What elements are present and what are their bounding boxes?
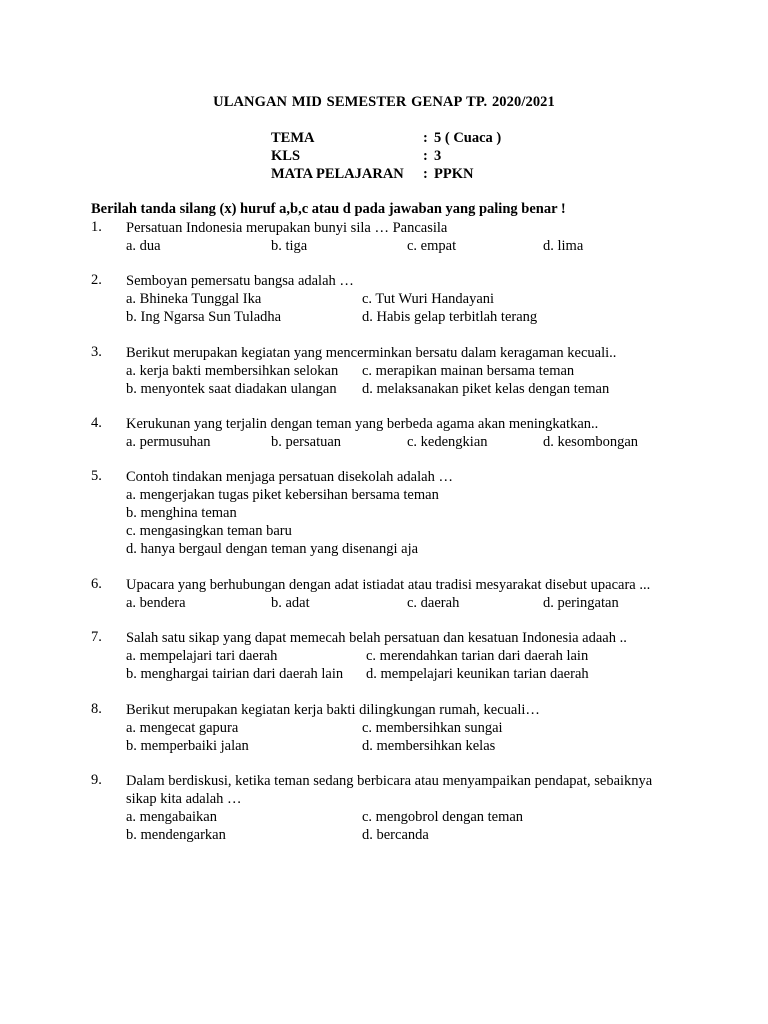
question-text: Dalam berdiskusi, ketika teman sedang berbicara atau menyampaikan pendapat, sebaiknya sikap kita adalah … (126, 773, 653, 807)
option-b: b. menghina teman (126, 505, 237, 521)
question-text: Berikut merupakan kegiatan yang mencerminkan bersatu dalam keragaman kecuali.. (126, 345, 617, 361)
option-b: b. persatuan (271, 434, 342, 450)
question-text: Kerukunan yang terjalin dengan teman yang berbeda agama akan meningkatkan.. (126, 416, 599, 432)
option-b: b. menyontek saat diadakan ulangan (126, 381, 337, 397)
instruction: Berilah tanda silang (x) huruf a,b,c atau d pada jawaban yang paling benar ! (91, 201, 566, 217)
option-d: d. Habis gelap terbitlah terang (362, 309, 538, 325)
meta-value: 3 (434, 148, 442, 164)
meta-separator: : (423, 130, 428, 146)
options-row (126, 290, 686, 308)
option-d: d. hanya bergaul dengan teman yang disenangi aja (126, 541, 419, 557)
option-a: a. mengabaikan (126, 809, 217, 825)
option-a: a. mengecat gapura (126, 720, 239, 736)
question-number: 2. (91, 272, 102, 288)
meta-key: KLS (271, 148, 301, 164)
meta-separator: : (423, 166, 428, 182)
question-text: Salah satu sikap yang dapat memecah belah persatuan dan kesatuan Indonesia adaah .. (126, 630, 627, 646)
page-title: ULANGAN MID SEMESTER GENAP TP. 2020/2021 (213, 94, 555, 110)
option-c: c. mengasingkan teman baru (126, 523, 292, 539)
options-row (126, 826, 686, 844)
question-text: Contoh tindakan menjaga persatuan disekolah adalah … (126, 469, 453, 485)
question-text: Semboyan pemersatu bangsa adalah … (126, 273, 354, 289)
question-number: 7. (91, 629, 102, 645)
meta-row-tema (271, 129, 571, 147)
question-number: 1. (91, 219, 102, 235)
options-row (126, 647, 686, 665)
meta-row-mapel (271, 165, 571, 183)
option-c: c. kedengkian (407, 434, 488, 450)
question-text: Berikut merupakan kegiatan kerja bakti dilingkungan rumah, kecuali… (126, 702, 540, 718)
option-a: a. mengerjakan tugas piket kebersihan bersama teman (126, 487, 439, 503)
meta-key: TEMA (271, 130, 315, 146)
option-d: d. membersihkan kelas (362, 738, 496, 754)
meta-value: PPKN (434, 166, 474, 182)
options-row (126, 380, 686, 398)
question-text: Persatuan Indonesia merupakan bunyi sila … Pancasila (126, 220, 448, 236)
options-row (126, 665, 686, 683)
option-b: b. adat (271, 595, 310, 611)
option-a: a. bendera (126, 595, 186, 611)
options-row (126, 237, 686, 255)
option-d: d. kesombongan (543, 434, 639, 450)
option-d: d. melaksanakan piket kelas dengan teman (362, 381, 610, 397)
question-number: 8. (91, 701, 102, 717)
option-b: b. memperbaiki jalan (126, 738, 249, 754)
meta-block (271, 129, 571, 183)
question-text: Upacara yang berhubungan dengan adat istiadat atau tradisi mesyarakat disebut upacara ... (126, 577, 651, 593)
option-b: b. mendengarkan (126, 827, 226, 843)
options-row (126, 737, 686, 755)
meta-row-kls (271, 147, 571, 165)
option-a: a. Bhineka Tunggal Ika (126, 291, 262, 307)
option-b: b. tiga (271, 238, 308, 254)
option-a: a. permusuhan (126, 434, 211, 450)
option-c: c. empat (407, 238, 457, 254)
options-row (126, 594, 686, 612)
options-row (126, 433, 686, 451)
meta-separator: : (423, 148, 428, 164)
options-row (126, 719, 686, 737)
meta-value: 5 ( Cuaca ) (434, 130, 502, 146)
question-number: 6. (91, 576, 102, 592)
option-c: c. mengobrol dengan teman (362, 809, 524, 825)
options-row (126, 362, 686, 380)
option-d: d. bercanda (362, 827, 429, 843)
option-c: c. merendahkan tarian dari daerah lain (366, 648, 589, 664)
option-c: c. Tut Wuri Handayani (362, 291, 495, 307)
option-b: b. Ing Ngarsa Sun Tuladha (126, 309, 282, 325)
option-d: d. mempelajari keunikan tarian daerah (366, 666, 589, 682)
option-b: b. menghargai tairian dari daerah lain (126, 666, 344, 682)
option-a: a. dua (126, 238, 161, 254)
question-number: 4. (91, 415, 102, 431)
options-row (126, 308, 686, 326)
options-row (126, 808, 686, 826)
option-d: d. lima (543, 238, 584, 254)
option-a: a. kerja bakti membersihkan selokan (126, 363, 339, 379)
question-number: 5. (91, 468, 102, 484)
option-d: d. peringatan (543, 595, 619, 611)
option-c: c. daerah (407, 595, 460, 611)
question-number: 3. (91, 344, 102, 360)
meta-key: MATA PELAJARAN (271, 166, 404, 182)
option-a: a. mempelajari tari daerah (126, 648, 278, 664)
option-c: c. merapikan mainan bersama teman (362, 363, 575, 379)
option-c: c. membersihkan sungai (362, 720, 503, 736)
question-number: 9. (91, 772, 102, 788)
